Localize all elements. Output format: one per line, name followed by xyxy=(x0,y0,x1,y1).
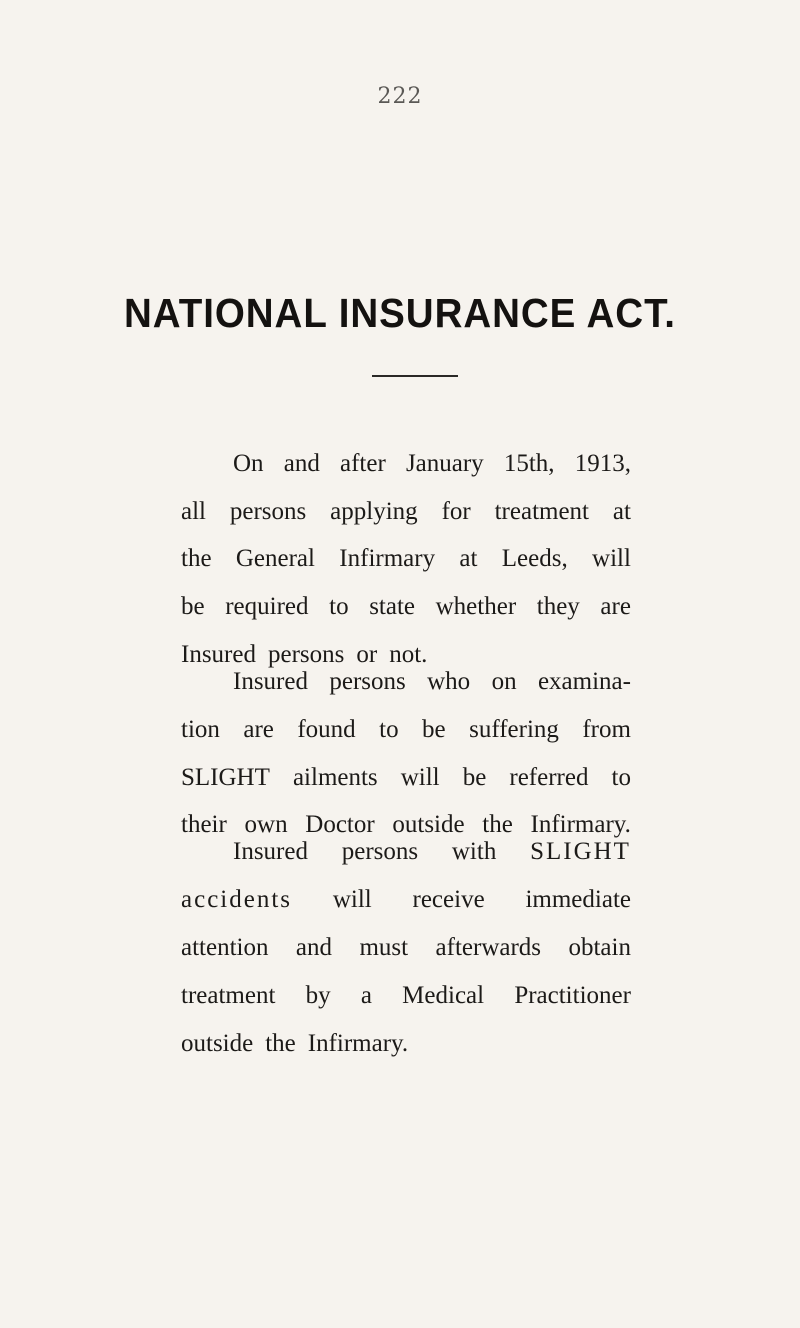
word: accidents xyxy=(181,886,293,913)
word: persons xyxy=(229,498,307,525)
word: own xyxy=(244,811,288,838)
text-line xyxy=(181,982,631,1012)
word: must xyxy=(359,934,409,961)
word: at xyxy=(612,498,631,525)
text-line xyxy=(181,498,631,528)
word: Insured xyxy=(233,838,308,865)
word: will xyxy=(400,764,440,791)
word: On xyxy=(233,450,264,477)
word: will xyxy=(592,545,631,572)
word: SLIGHT xyxy=(530,838,631,865)
text-line xyxy=(181,716,631,746)
word: Medical xyxy=(402,982,485,1009)
word: or xyxy=(356,641,378,668)
text-line xyxy=(181,545,631,575)
word: treatment xyxy=(494,498,590,525)
word: Infirmary. xyxy=(307,1030,409,1057)
word: be xyxy=(181,593,205,620)
word: with xyxy=(451,838,497,865)
word: to xyxy=(329,593,349,620)
word: a xyxy=(360,982,372,1009)
word: are xyxy=(600,593,631,620)
word: afterwards xyxy=(435,934,542,961)
word: suffering xyxy=(469,716,559,743)
word: Infirmary xyxy=(339,545,436,572)
word: will xyxy=(332,886,372,913)
word: attention xyxy=(181,934,269,961)
word: SLIGHT xyxy=(181,764,270,791)
word: they xyxy=(536,593,580,620)
word: are xyxy=(243,716,274,743)
word: be xyxy=(422,716,446,743)
text-line xyxy=(233,668,631,698)
word: tion xyxy=(181,716,220,743)
text-line xyxy=(181,934,631,964)
page-number: 222 xyxy=(377,84,423,109)
word: 15th, xyxy=(503,450,555,477)
word: and xyxy=(295,934,333,961)
word: to xyxy=(379,716,399,743)
word: applying xyxy=(330,498,418,525)
word: to xyxy=(611,764,631,791)
text-line xyxy=(181,593,631,623)
word: at xyxy=(459,545,478,572)
word: required xyxy=(225,593,309,620)
word: after xyxy=(339,450,386,477)
document-title: NATIONAL INSURANCE ACT. xyxy=(124,290,676,336)
word: treatment xyxy=(181,982,276,1009)
text-line xyxy=(181,1030,631,1060)
word: for xyxy=(441,498,471,525)
word: examina- xyxy=(537,668,631,695)
word: outside xyxy=(392,811,465,838)
word: Leeds, xyxy=(501,545,568,572)
word: persons xyxy=(329,668,406,695)
word: the xyxy=(482,811,513,838)
text-line xyxy=(233,450,631,480)
text-line xyxy=(181,764,631,794)
word: Infirmary. xyxy=(530,811,631,838)
word: Insured xyxy=(233,668,308,695)
word: be xyxy=(462,764,487,791)
word: Doctor xyxy=(305,811,375,838)
word: whether xyxy=(435,593,517,620)
word: persons xyxy=(341,838,419,865)
text-line xyxy=(181,811,631,841)
word: January xyxy=(405,450,484,477)
word: 1913, xyxy=(574,450,631,477)
word: all xyxy=(181,498,206,525)
word: immediate xyxy=(525,886,631,913)
word: outside xyxy=(181,1030,254,1057)
word: Insured xyxy=(181,641,256,668)
word: obtain xyxy=(568,934,631,961)
word: who xyxy=(427,668,471,695)
word: General xyxy=(235,545,315,572)
word: not. xyxy=(389,641,428,668)
word: persons xyxy=(267,641,345,668)
word: state xyxy=(369,593,416,620)
word: their xyxy=(181,811,227,838)
word: ailments xyxy=(292,764,378,791)
word: Practitioner xyxy=(514,982,631,1009)
title-divider xyxy=(372,375,458,377)
text-line xyxy=(181,641,631,671)
word: referred xyxy=(509,764,589,791)
word: the xyxy=(265,1030,296,1057)
word: on xyxy=(491,668,517,695)
text-line xyxy=(181,886,631,916)
word: found xyxy=(297,716,356,743)
word: the xyxy=(181,545,212,572)
word: by xyxy=(305,982,331,1009)
word: from xyxy=(582,716,631,743)
text-line xyxy=(233,838,631,868)
word: and xyxy=(283,450,320,477)
word: receive xyxy=(412,886,485,913)
